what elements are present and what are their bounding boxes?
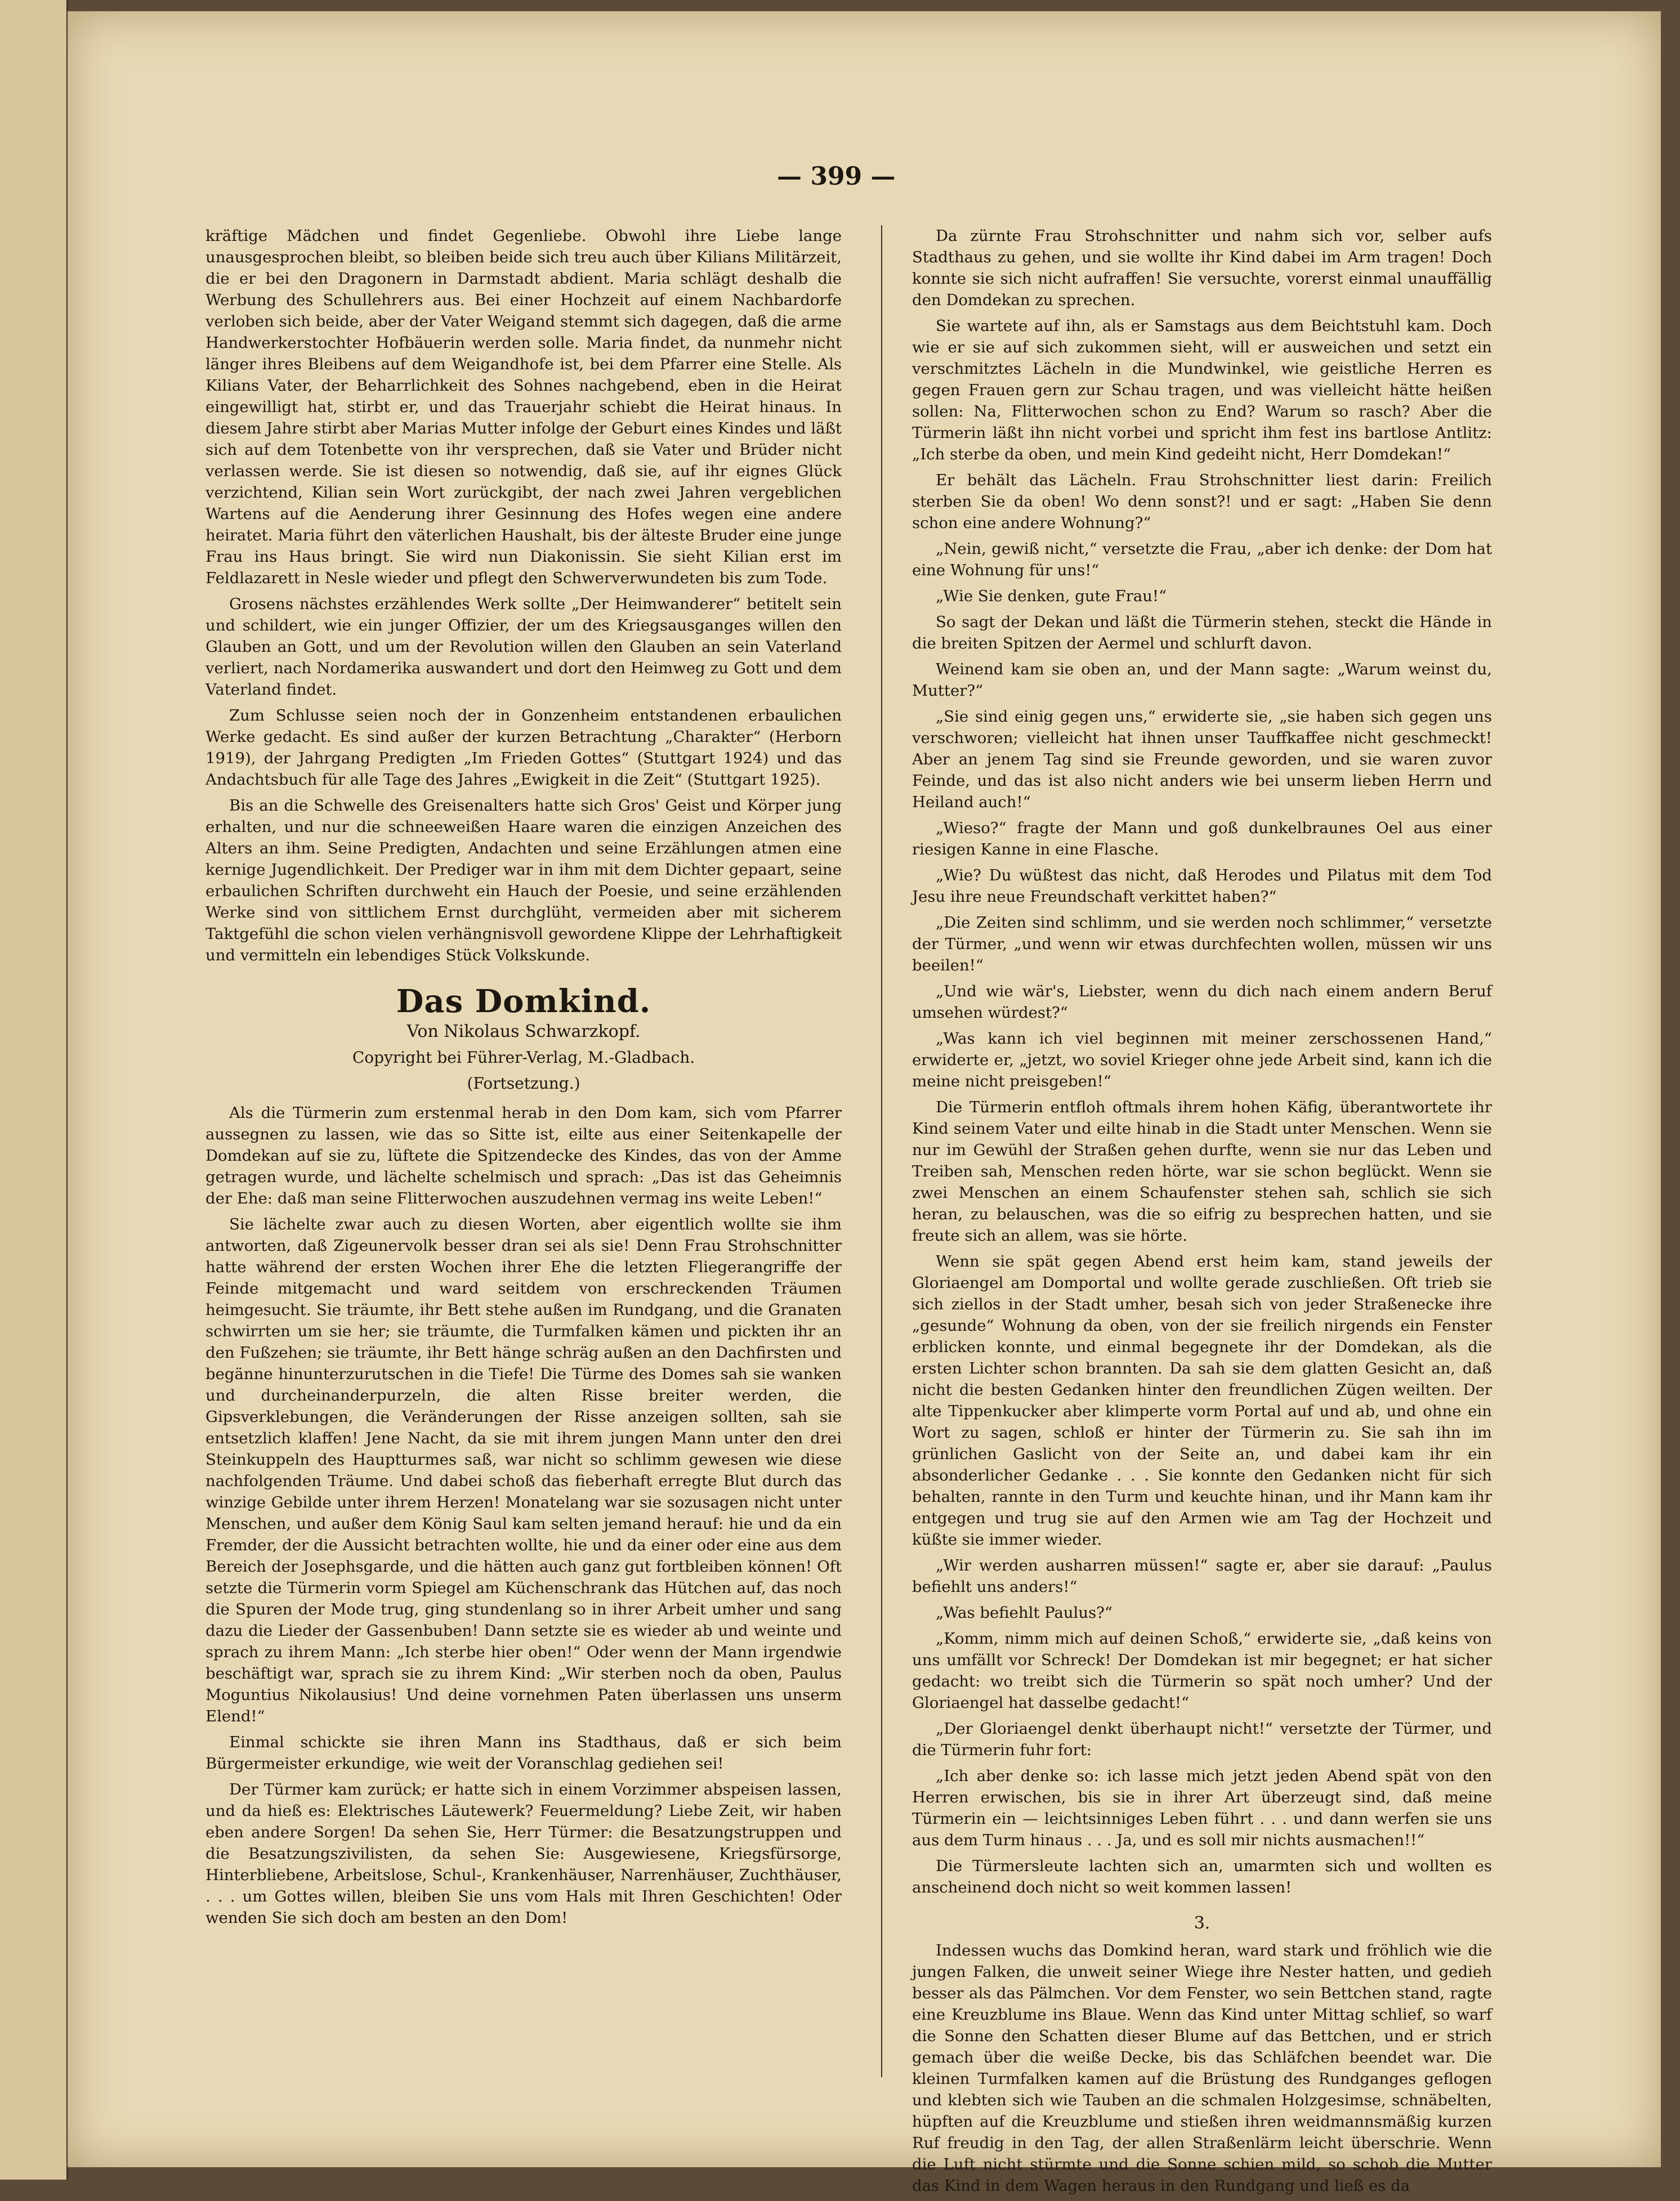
paragraph: „Was befiehlt Paulus?“ <box>936 1604 1112 1622</box>
paragraph: „Und wie wär's, Liebster, wenn du dich nach einem andern Beruf umsehen würdest?“ <box>912 982 1492 1022</box>
paragraph: „Wir werden ausharren müssen!“ sagte er, aber sie darauf: „Paulus befiehlt uns anders!“ <box>912 1556 1492 1596</box>
story-title: Das Domkind. <box>396 983 651 1020</box>
paragraph: „Wie? Du wüßtest das nicht, daß Herodes und Pilatus mit dem Tod Jesu ihre neue Freundschaft verkittet haben?“ <box>912 866 1492 906</box>
section-number: 3. <box>1194 1913 1210 1933</box>
copyright-note: Copyright bei Führer-Verlag, M.-Gladbach. <box>352 1048 695 1067</box>
paragraph: „Komm, nimm mich auf deinen Schoß,“ erwiderte sie, „daß keins von uns umfällt vor Schreck! Der Domdekan ist mir begegnet; er hat sicher gedacht: wo treibt sich die Türmerin so spät noch umher? Und der Gloriaengel hat dasselbe gedacht!“ <box>912 1630 1492 1712</box>
paragraph: Einmal schickte sie ihren Mann ins Stadthaus, daß er sich beim Bürgermeister erkundige, wie weit der Voranschlag gediehen sei! <box>205 1733 842 1773</box>
paragraph: Bis an die Schwelle des Greisenalters hatte sich Gros' Geist und Körper jung erhalten, und nur die schneeweißen Haare waren die einzigen Anzeichen des Alters an ihm. Seine Predigten, Andachten und seine Erzählungen atmen eine kernige Jugendlichkeit. Der Prediger war in ihm mit dem Dichter gepaart, seine erbaulichen Schriften durchweht ein Hauch der Poesie, und seine erzählenden Werke sind von sittlichem Ernst durchglüht, vermeiden aber mit sicherem Taktgefühl die schon vielen verhängnisvoll gewordene Klippe der Lehrhaftigkeit und vermitteln ein lebendiges Stück Volkskunde. <box>205 797 842 964</box>
paragraph: Indessen wuchs das Domkind heran, ward stark und fröhlich wie die jungen Falken, die unweit seiner Wiege ihre Nester hatten, und gedieh besser als das Pälmchen. Vor dem Fenster, wo sein Bettchen stand, ragte eine Kreuzblume ins Blaue. Wenn das Kind unter Mittag schlief, so warf die Sonne den Schatten dieser Blume auf das Bettchen, und er strich gemach über die weiße Decke, bis das Schläfchen beendet war. Die kleinen Turmfalken kamen auf die Brüstung des Rundganges geflogen und klebten sich wie Tauben an die schmalen Holzgesimse, schnäbelten, hüpften auf die Kreuzblume und stießen ihren weidmannsmäßig kurzen Ruf freudig in den Tag, der allen Straßenlärm leicht überschrie. Wenn die Luft nicht stürmte und die Sonne schien mild, so schob die Mutter das Kind in dem Wagen heraus in den Rundgang und ließ es da <box>912 1941 1492 2195</box>
paragraph: Die Türmersleute lachten sich an, umarmten sich und wollten es anscheinend doch nicht so weit kommen lassen! <box>912 1857 1492 1896</box>
paragraph: Sie wartete auf ihn, als er Samstags aus dem Beichtstuhl kam. Doch wie er sie auf sich zukommen sieht, will er ausweichen und setzt ein verschmitztes Lächeln in die Mundwinkel, wie geistliche Herren es gegen Frauen gern zur Schau tragen, und was vielleicht hätte heißen sollen: Na, Flitterwochen schon zu End? Warum so rasch? Aber die Türmerin läßt ihn nicht vorbei und spricht ihm fest ins bartlose Antlitz: „Ich sterbe da oben, und mein Kind gedeiht nicht, Herr Domdekan!“ <box>912 317 1492 463</box>
paragraph: kräftige Mädchen und findet Gegenliebe. Obwohl ihre Liebe lange unausgesprochen bleibt, so bleiben beide sich treu auch über Kilians Militärzeit, die er bei den Dragonern in Darmstadt abdient. Maria schlägt deshalb die Werbung des Schullehrers aus. Bei einer Hochzeit auf einem Nachbardorfe verloben sich beide, aber der Vater Weigand stemmt sich dagegen, daß die arme Handwerkerstochter Hofbäuerin werden solle. Maria findet, da nunmehr nicht länger ihres Bleibens auf dem Weigandhofe ist, bei dem Pfarrer eine Stelle. Als Kilians Vater, der Beharrlichkeit des Sohnes nachgebend, eben in die Heirat eingewilligt hat, stirbt er, und das Trauerjahr schiebt die Heirat hinaus. In diesem Jahre stirbt aber Marias Mutter infolge der Geburt eines Kindes und läßt sich auf dem Totenbette von ihr versprechen, daß sie Vater und Brüder nicht verlassen werde. Sie ist diesen so notwendig, daß sie, auf ihr eignes Glück verzichtend, Kilian sein Wort zurückgibt, der nach zwei Jahren vergeblichen Wartens auf die Aenderung ihrer Gesinnung des Hofes wegen eine andere heiratet. Maria führt den väterlichen Haushalt, bis der älteste Bruder eine junge Frau ins Haus bringt. Sie wird nun Diakonissin. Sie sieht Kilian erst im Feldlazarett in Nesle wieder und pflegt den Schwerverwundeten bis zum Tode. <box>205 227 842 587</box>
paragraph: Da zürnte Frau Strohschnitter und nahm sich vor, selber aufs Stadthaus zu gehen, und sie wollte ihr Kind dabei im Arm tragen! Doch konnte sie sich nicht aufraffen! Sie versuchte, vorerst einmal unauffällig den Domdekan zu sprechen. <box>912 227 1492 309</box>
newspaper-page <box>68 11 1661 2195</box>
paragraph: Sie lächelte zwar auch zu diesen Worten, aber eigentlich wollte sie ihm antworten, daß Zigeunervolk besser dran sei als sie! Denn Frau Strohschnitter hatte während der ersten Wochen ihrer Ehe die letzten Fliegerangriffe der Feinde mitgemacht und ward seitdem von erschreckenden Träumen heimgesucht. Sie träumte, ihr Bett stehe außen im Rundgang, und die Granaten schwirrten um sie her; sie träumte, die Turmfalken kämen und pickten ihr an den Fußzehen; sie träumte, ihr Bett hänge schräg außen an den Dachfirsten und begänne hinunterzurutschen in die Tiefe! Die Türme des Domes sah sie wanken und durcheinanderpurzeln, die alten Risse breiter werden, die Gipsverklebungen, die Veränderungen der Risse anzeigen sollten, sah sie entsetzlich klaffen! Jene Nacht, da sie mit ihrem jungen Mann unter den drei Steinkuppeln des Hauptturmes saß, war nicht so schlimm gewesen wie diese nachfolgenden Träume. Und dabei schoß das fieberhaft erregte Blut durch das winzige Gebilde unter ihrem Herzen! Monatelang war sie sozusagen nicht unter Menschen, und außer dem König Saul kam selten jemand herauf: hie und da ein Fremder, der die Aussicht betrachten wollte, hie und da einer oder eine aus dem Bereich der Josephsgarde, und die hätten auch ganz gut fortbleiben können! Oft setzte die Türmerin vorm Spiegel am Küchenschrank das Hütchen auf, das noch die Spuren der Mode trug, ging stundenlang so in ihrer Arbeit umher und sang dazu die Lieder der Gassenbuben! Dann setzte sie es wieder ab und weinte und sprach zu ihrem Mann: „Ich sterbe hier oben!“ Oder wenn der Mann irgendwie beschäftigt war, sprach sie zu ihrem Kind: „Wir sterben noch da oben, Paulus Moguntius Nikolausius! Und deine vornehmen Paten überlassen uns unserm Elend!“ <box>205 1215 842 1725</box>
paragraph: „Wie Sie denken, gute Frau!“ <box>936 587 1167 605</box>
facing-page-edge <box>0 0 68 2180</box>
left-column <box>205 225 842 1933</box>
paragraph: Der Türmer kam zurück; er hatte sich in einem Vorzimmer abspeisen lassen, und da hieß es: Elektrisches Läutewerk? Feuermeldung? Liebe Zeit, wir haben eben andere Sorgen! Da sehen Sie, Herr Türmer: die Besatzungstruppen und die Besatzungszivilisten, da sehen Sie: Ausgewiesene, Kriegsfürsorge, Hinterbliebene, Arbeitslose, Schul-, Krankenhäuser, Narrenhäuser, Zuchthäuser, . . . um Gottes willen, bleiben Sie uns vom Hals mit Ihren Geschichten! Oder wenden Sie sich doch am besten an den Dom! <box>205 1781 842 1927</box>
paragraph: So sagt der Dekan und läßt die Türmerin stehen, steckt die Hände in die breiten Spitzen der Aermel und schlurft davon. <box>912 613 1492 652</box>
paragraph: Grosens nächstes erzählendes Werk sollte „Der Heimwanderer“ betitelt sein und schildert, wie ein junger Offizier, der um des Kriegsausganges willen den Glauben an Gott, und um der Revolution willen den Glauben an sein Vaterland verliert, nach Nordamerika auswandert und dort den Heimweg zu Gott und dem Vaterland findet. <box>205 595 842 699</box>
paragraph: Wenn sie spät gegen Abend erst heim kam, stand jeweils der Gloriaengel am Domportal und wollte gerade zuschließen. Oft trieb sie sich ziellos in der Stadt umher, besah sich von jeder Straßenecke ihre „gesunde“ Wohnung da oben, von der sie freilich nirgends ein Fenster erblicken konnte, und einmal begegnete ihr der Domdekan, als die ersten Lichter schon brannten. Da sah sie dem glatten Gesicht an, daß nicht die besten Gedanken hinter den freundlichen Zügen weilten. Der alte Tippenkucker aber klimperte vorm Portal auf und ab, und ohne ein Wort zu sagen, schloß er hinter der Türmerin zu. Sie sah ihn im grünlichen Gaslicht von der Seite an, und dabei kam ihr ein absonderlicher Gedanke . . . Sie konnte den Gedanken nicht für sich behalten, rannte in den Turm und keuchte hinan, und ihr Mann kam ihr entgegen und trug sie auf den Armen wie am Tag der Hochzeit und küßte sie immer wieder. <box>912 1252 1492 1549</box>
paragraph: „Nein, gewiß nicht,“ versetzte die Frau, „aber ich denke: der Dom hat eine Wohnung für uns!“ <box>912 540 1492 579</box>
paragraph: Weinend kam sie oben an, und der Mann sagte: „Warum weinst du, Mutter?“ <box>912 660 1492 700</box>
paragraph: „Sie sind einig gegen uns,“ erwiderte sie, „sie haben sich gegen uns verschworen; vielleicht hat ihnen unser Tauffkaffee nicht geschmeckt! Aber an jenem Tag sind sie Freunde geworden, und sie waren zuvor Feinde, und das ist also nicht anders wie bei unserm lieben Herrn und Heiland auch!“ <box>912 708 1492 811</box>
paragraph: Die Türmerin entfloh oftmals ihrem hohen Käfig, überantwortete ihr Kind seinem Vater und eilte hinab in die Stadt unter Menschen. Wenn sie nur im Gewühl der Straßen gehen durfte, wenn sie nur das Leben und Treiben sah, Menschen reden hörte, war sie schon beglückt. Wenn sie zwei Menschen an einem Schaufenster stehen sah, schlich sie sich heran, zu belauschen, was die so eifrig zu besprechen hatten, und sie freute sich an allem, was sie hörte. <box>912 1098 1492 1245</box>
page-number: — 399 — <box>777 162 896 191</box>
story-byline: Von Nikolaus Schwarzkopf. <box>406 1022 641 1041</box>
paragraph: „Ich aber denke so: ich lasse mich jetzt jeden Abend spät von den Herren erwischen, bis sie in ihrer Art überzeugt sind, daß meine Türmerin ein — leichtsinniges Leben führt . . . und dann werfen sie uns aus dem Turm hinaus . . . Ja, und es soll mir nichts ausmachen!!“ <box>912 1767 1492 1849</box>
continuation-note: (Fortsetzung.) <box>467 1074 580 1093</box>
paragraph: „Was kann ich viel beginnen mit meiner zerschossenen Hand,“ erwiderte er, „jetzt, wo soviel Krieger ohne jede Arbeit sind, kann ich die meine nicht preisgeben!“ <box>912 1030 1492 1090</box>
paragraph: „Der Gloriaengel denkt überhaupt nicht!“ versetzte der Türmer, und die Türmerin fuhr fort: <box>912 1720 1492 1759</box>
paragraph: Als die Türmerin zum erstenmal herab in den Dom kam, sich vom Pfarrer aussegnen zu lassen, wie das so Sitte ist, eilte aus einer Seitenkapelle der Domdekan auf sie zu, lüftete die Spitzendecke des Kindes, das von der Amme getragen wurde, und lächelte schelmisch und sprach: „Das ist das Geheimnis der Ehe: daß man seine Flitterwochen auszudehnen vermag ins weite Leben!“ <box>205 1104 842 1207</box>
column-divider <box>881 225 882 2077</box>
paragraph: „Wieso?“ fragte der Mann und goß dunkelbraunes Oel aus einer riesigen Kanne in eine Flasche. <box>912 819 1492 858</box>
right-column <box>912 225 1492 2201</box>
paragraph: „Die Zeiten sind schlimm, und sie werden noch schlimmer,“ versetzte der Türmer, „und wenn wir etwas durchfechten wollen, müssen wir uns beeilen!“ <box>912 914 1492 974</box>
paragraph: Er behält das Lächeln. Frau Strohschnitter liest darin: Freilich sterben Sie da oben! Wo denn sonst?! und er sagt: „Haben Sie denn schon eine andere Wohnung?“ <box>912 471 1492 532</box>
paragraph: Zum Schlusse seien noch der in Gonzenheim entstandenen erbaulichen Werke gedacht. Es sind außer der kurzen Betrachtung „Charakter“ (Herborn 1919), der Jahrgang Predigten „Im Frieden Gottes“ (Stuttgart 1924) und das Andachtsbuch für alle Tage des Jahres „Ewigkeit in die Zeit“ (Stuttgart 1925). <box>205 706 842 789</box>
